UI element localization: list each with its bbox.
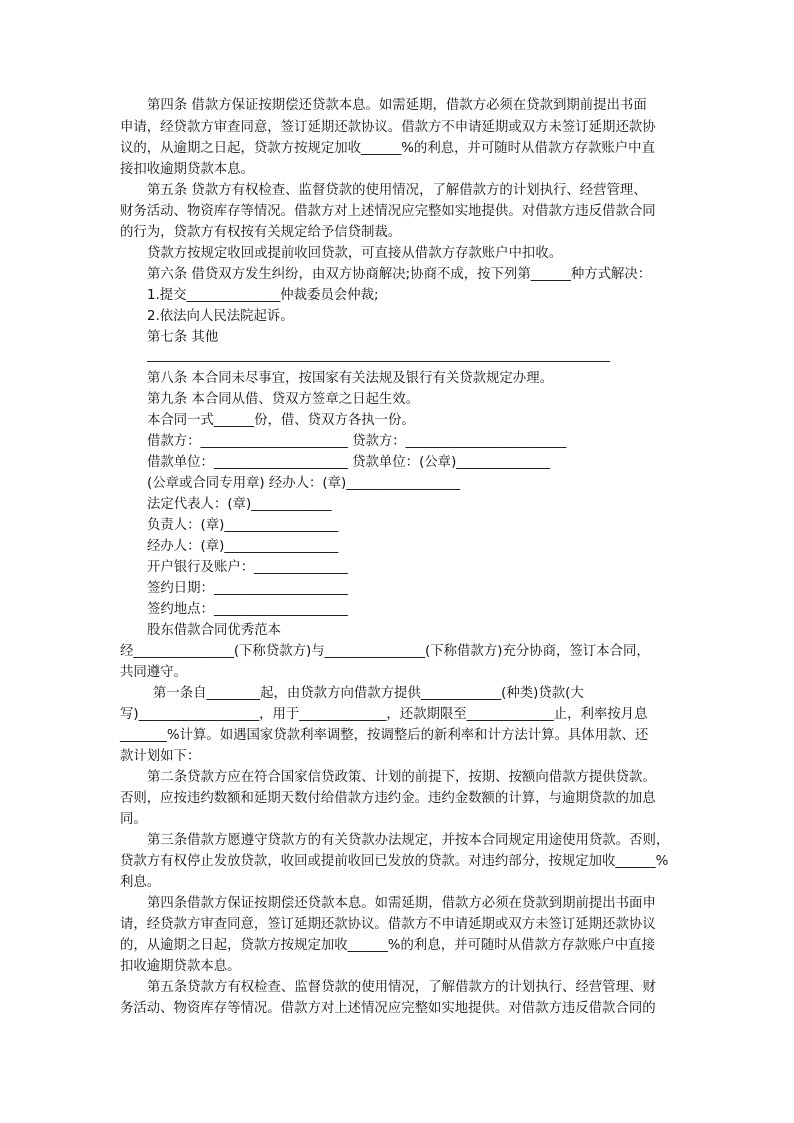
signature-line: 开户银行及账户：______________ xyxy=(147,560,348,575)
text-line: 扣收逾期贷款本息。 xyxy=(120,959,241,974)
text-line: 第八条 本合同未尽事宜，按国家有关法规及银行有关贷款规定办理。 xyxy=(147,371,553,386)
text-line: 第六条 借贷双方发生纠纷，由双方协商解决;协商不成，按下列第______种方式解决： xyxy=(147,267,652,282)
text-line: 第三条借款方愿遵守贷款方的有关贷款办法规定，并按本合同规定用途使用贷款。否则， xyxy=(147,833,670,848)
text-line: 第七条 其他 xyxy=(147,330,219,345)
text-line: 请，经贷款方审查同意，签订延期还款协议。借款方不申请延期或双方未签订延期还款协议 xyxy=(120,917,656,932)
text-line: 写)__________________，用于_____________，还款期限至_____________止，利率按月息 xyxy=(120,707,648,722)
text-line: 务活动、物资库存等情况。借款方对上述情况应完整如实地提供。对借款方违反借款合同的 xyxy=(120,1001,656,1016)
blank-rule xyxy=(147,361,610,362)
signature-line: 签约日期：____________________ xyxy=(147,581,348,596)
text-line: 第五条 贷款方有权检查、监督贷款的使用情况，了解借款方的计划执行、经营管理、 xyxy=(147,183,647,198)
signature-line: 借款单位：____________________ 贷款单位：(公章)______________ xyxy=(147,455,551,470)
signature-line: 法定代表人：(章)____________ xyxy=(147,497,332,512)
text-line: 第四条 借款方保证按期偿还贷款本息。如需延期，借款方必须在贷款到期前提出书面 xyxy=(147,98,647,113)
text-line: 接扣收逾期贷款本息。 xyxy=(120,162,254,177)
text-line: _______%计算。如遇国家贷款利率调整，按调整后的新利率和计方法计算。具体用款、还 xyxy=(120,728,649,743)
text-line: 的行为，贷款方有权按有关规定给予信贷制裁。 xyxy=(120,225,402,240)
text-line: 利息。 xyxy=(120,875,161,890)
text-line: 本合同一式______份，借、贷双方各执一份。 xyxy=(147,413,415,428)
signature-line: 经办人：(章)_________________ xyxy=(147,539,339,554)
text-line: 1.提交______________仲裁委员会仲裁; xyxy=(147,288,379,303)
text-line: 申请，经贷款方审查同意，签订延期还款协议。借款方不申请延期或双方未签订延期还款协 xyxy=(120,120,656,135)
signature-line: 借款方：______________________ 贷款方：________________________ xyxy=(147,434,567,449)
text-line: 共同遵守。 xyxy=(120,665,187,680)
signature-line: 负责人：(章)_________________ xyxy=(147,518,339,533)
text-line: 第五条贷款方有权检查、监督贷款的使用情况，了解借款方的计划执行、经营管理、财 xyxy=(147,980,656,995)
text-line: 2.依法向人民法院起诉。 xyxy=(147,309,294,324)
text-line: 第二条贷款方应在符合国家信贷政策、计划的前提下，按期、按额向借款方提供贷款。 xyxy=(147,770,656,785)
text-line: 第一条自________起，由贷款方向借款方提供____________(种类)贷款(大 xyxy=(153,686,584,701)
text-line: 第九条 本合同从借、贷双方签章之日起生效。 xyxy=(147,392,420,407)
text-line: 财务活动、物资库存等情况。借款方对上述情况应完整如实地提供。对借款方违反借款合同 xyxy=(120,204,656,219)
text-line: 否则，应按违约数额和延期天数付给借款方违约金。违约金数额的计算，与逾期贷款的加息 xyxy=(120,791,656,806)
text-line: 经_______________(下称贷款方)与_______________(下称借款方)充分协商，签订本合同， xyxy=(120,644,650,659)
text-line: 第四条借款方保证按期偿还贷款本息。如需延期，借款方必须在贷款到期前提出书面申 xyxy=(147,896,656,911)
signature-line: (公章或合同专用章) 经办人：(章)_________________ xyxy=(147,476,461,491)
signature-line: 签约地点：____________________ xyxy=(147,602,348,617)
text-line: 同。 xyxy=(120,812,147,827)
text-line: 的，从逾期之日起，贷款方按规定加收______%的利息，并可随时从借款方存款账户中直接 xyxy=(120,938,655,953)
text-line: 贷款方按规定收回或提前收回贷款，可直接从借款方存款账户中扣收。 xyxy=(147,246,563,261)
text-line: 议的，从逾期之日起，贷款方按规定加收______%的利息，并可随时从借款方存款账户中直 xyxy=(120,141,655,156)
text-line: 贷款方有权停止发放贷款，收回或提前收回已发放的贷款。对违约部分，按规定加收______% xyxy=(120,854,669,869)
text-line: 款计划如下： xyxy=(120,749,201,764)
section-title: 股东借款合同优秀范本 xyxy=(147,623,281,638)
